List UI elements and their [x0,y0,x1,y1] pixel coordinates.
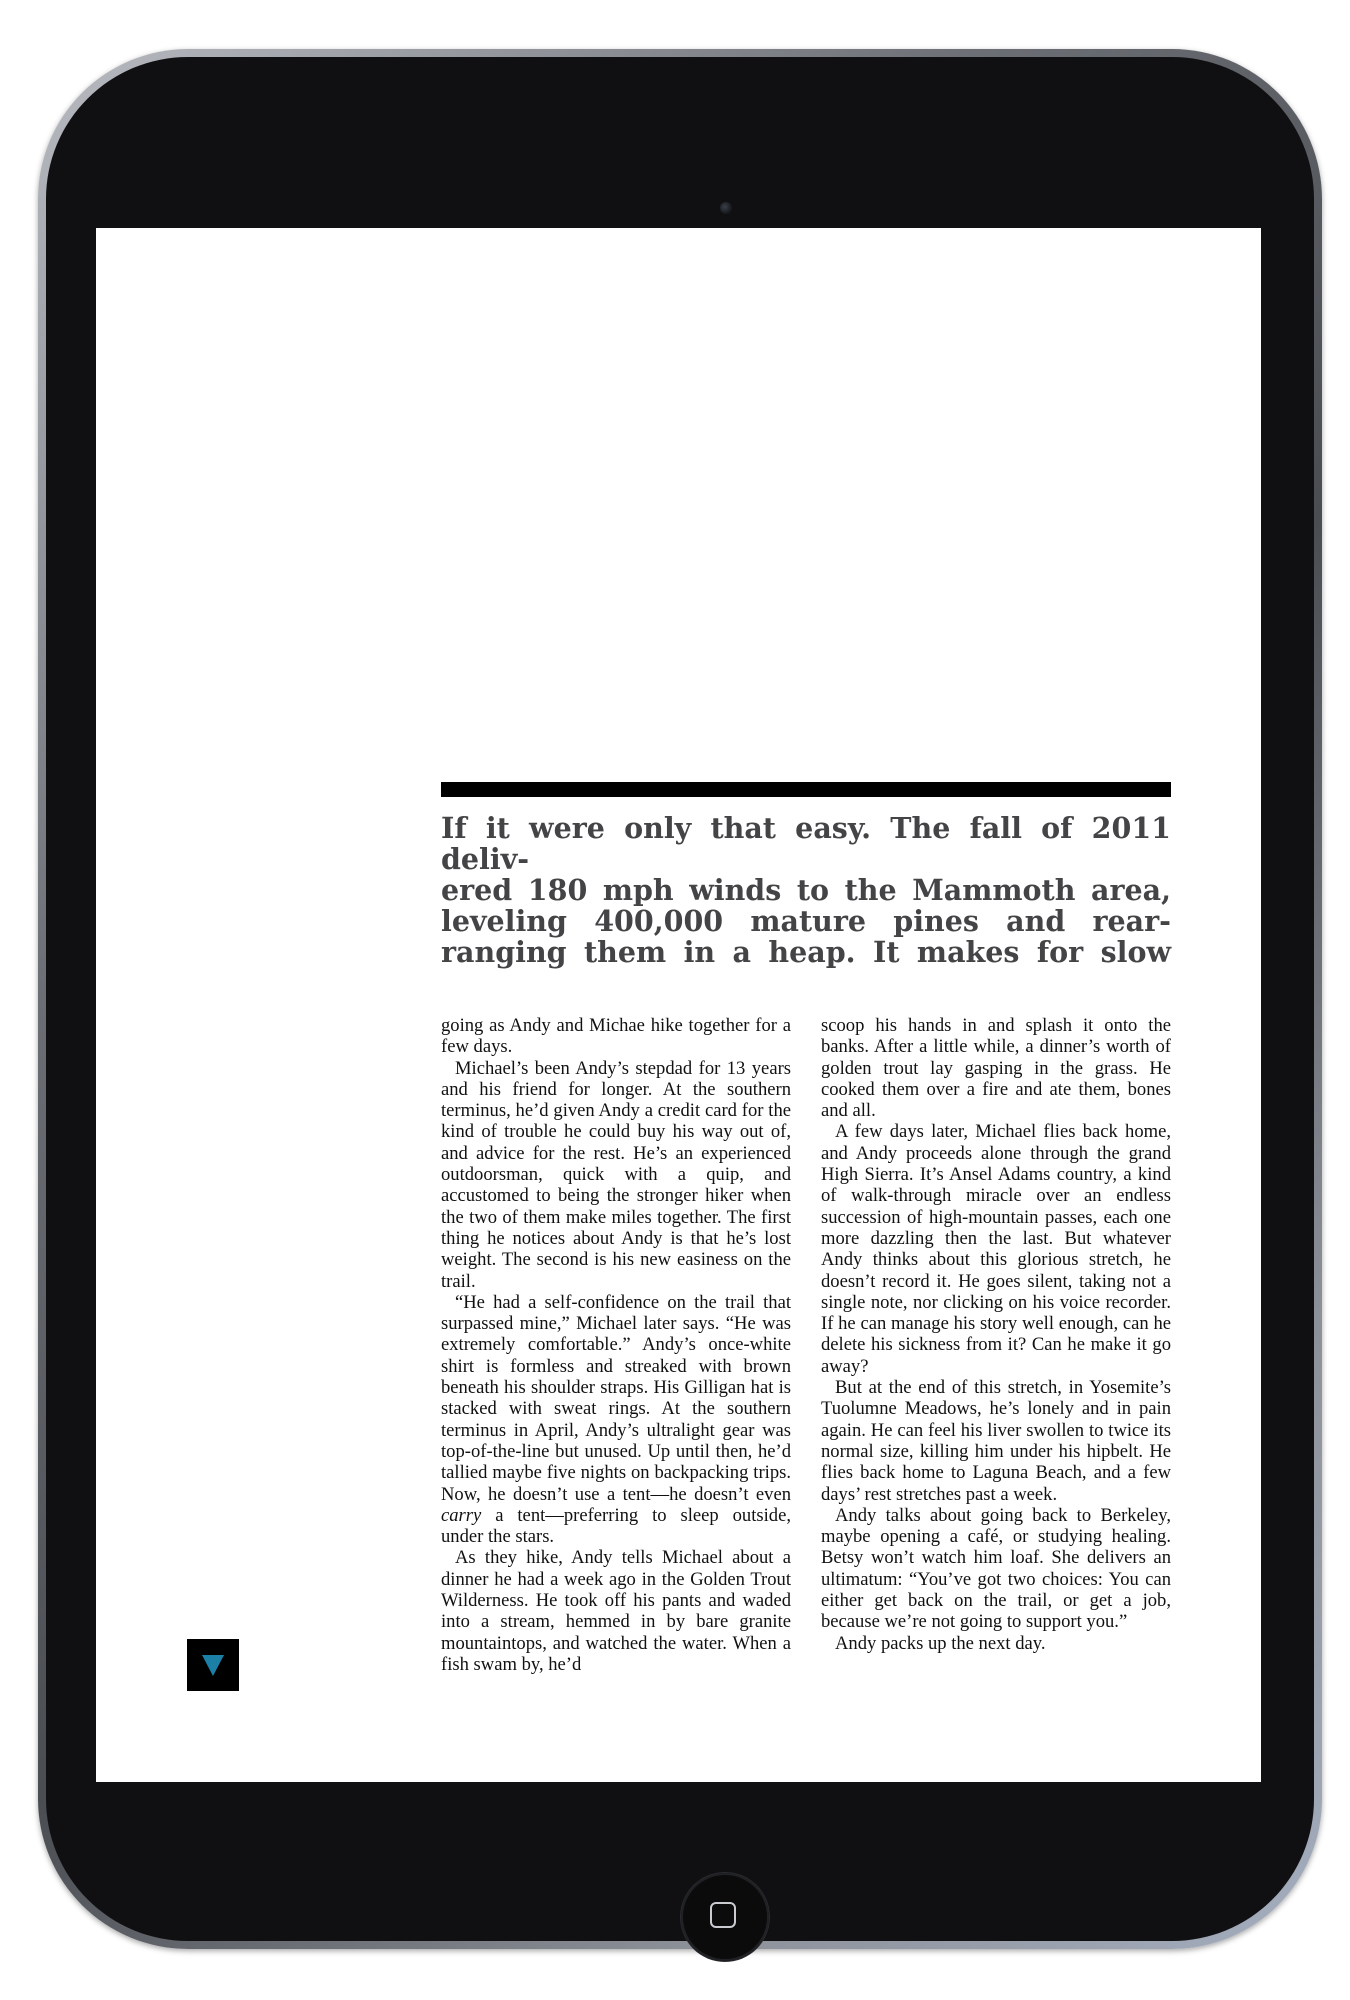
paragraph: But at the end of this stretch, in Yosemite’s Tuolumne Meadows, he’s lonely and in pain again. He can feel his liver swollen to twice its normal size, killing him under his hipbelt. He flies back home to Laguna Beach, and a few days’ rest stretches past a week. [821,1377,1171,1505]
paragraph: Andy packs up the next day. [835,1632,1046,1654]
article-page [96,228,1261,1782]
pull-quote-line: ered 180 mph winds to the Mammoth area, [441,873,1171,907]
paragraph: Michael’s been Andy’s stepdad for 13 years and his friend for longer. At the southern terminus, he’d given Andy a credit card for the kind of trouble he could buy his way out of, and advice for the rest. He’s an experienced outdoorsman, quick with a quip, and accustomed to being the stronger hiker when the two of them make miles together. The first thing he notices about Andy is that he’s lost weight. The second is his new easiness on the trail. [441,1057,791,1292]
paragraph: going as Andy and Michae hike together for a few days. [441,1015,791,1058]
pull-quote-line: leveling 400,000 mature pines and rear- [441,904,1171,938]
next-page-button[interactable] [187,1639,239,1691]
down-triangle-icon [201,1653,225,1677]
article-column-right [821,1015,1171,1654]
pull-quote-line: ranging them in a heap. It makes for slow [441,935,1171,969]
article-column-left [441,1015,791,1675]
pull-quote-line: If it were only that easy. The fall of 2011 deliv- [441,811,1171,876]
camera-icon [720,202,732,214]
paragraph [441,1292,791,1548]
emphasis-word: carry [441,1504,482,1526]
paragraph: A few days later, Michael flies back home, and Andy proceeds alone through the grand High Sierra. It’s Ansel Adams country, a kind of walk-through miracle over an endless succession of high-mountain passes, each one more dazzling then the last. But whatever Andy thinks about this glorious stretch, he doesn’t record it. He goes silent, taking not a single note, nor clicking on his voice recorder. If he can manage his story well enough, can he delete his sickness from it? Can he make it go away? [821,1121,1171,1377]
paragraph: Andy talks about going back to Berkeley, maybe opening a café, or studying healing. Betsy won’t watch him loaf. She delivers an ultimatum: “You’ve got two choices: You can either get back on the trail, or get a job, because we’re not going to support you.” [821,1504,1171,1633]
home-button-icon [710,1902,736,1928]
paragraph: scoop his hands in and splash it onto the banks. After a little while, a dinner’s worth of golden trout lay gasping in the grass. He cooked them over a fire and ate them, bones and all. [821,1015,1171,1122]
pull-quote [441,813,1171,968]
home-button[interactable] [681,1873,769,1961]
paragraph: As they hike, Andy tells Michael about a dinner he had a week ago in the Golden Trout Wilderness. He took off his pants and waded into a stream, hemmed in by bare granite mountaintops, and watched the water. When a fish swam by, he’d [441,1547,791,1675]
pull-quote-rule [441,782,1171,797]
paragraph-text: a tent—preferring to sleep outside, under the stars. [441,1504,791,1548]
paragraph-text: “He had a self-confidence on the trail that surpassed mine,” Michael later says. “He was extremely comfortable.” Andy’s once-white shirt is formless and streaked with brown beneath his shoulder straps. His Gilligan hat is stacked with sweat rings. At the southern terminus in April, Andy’s ultralight gear was top-of-the-line but unused. Up until then, he’d tallied maybe five nights on backpacking trips. Now, he doesn’t use a tent—he doesn’t even [441,1291,791,1505]
